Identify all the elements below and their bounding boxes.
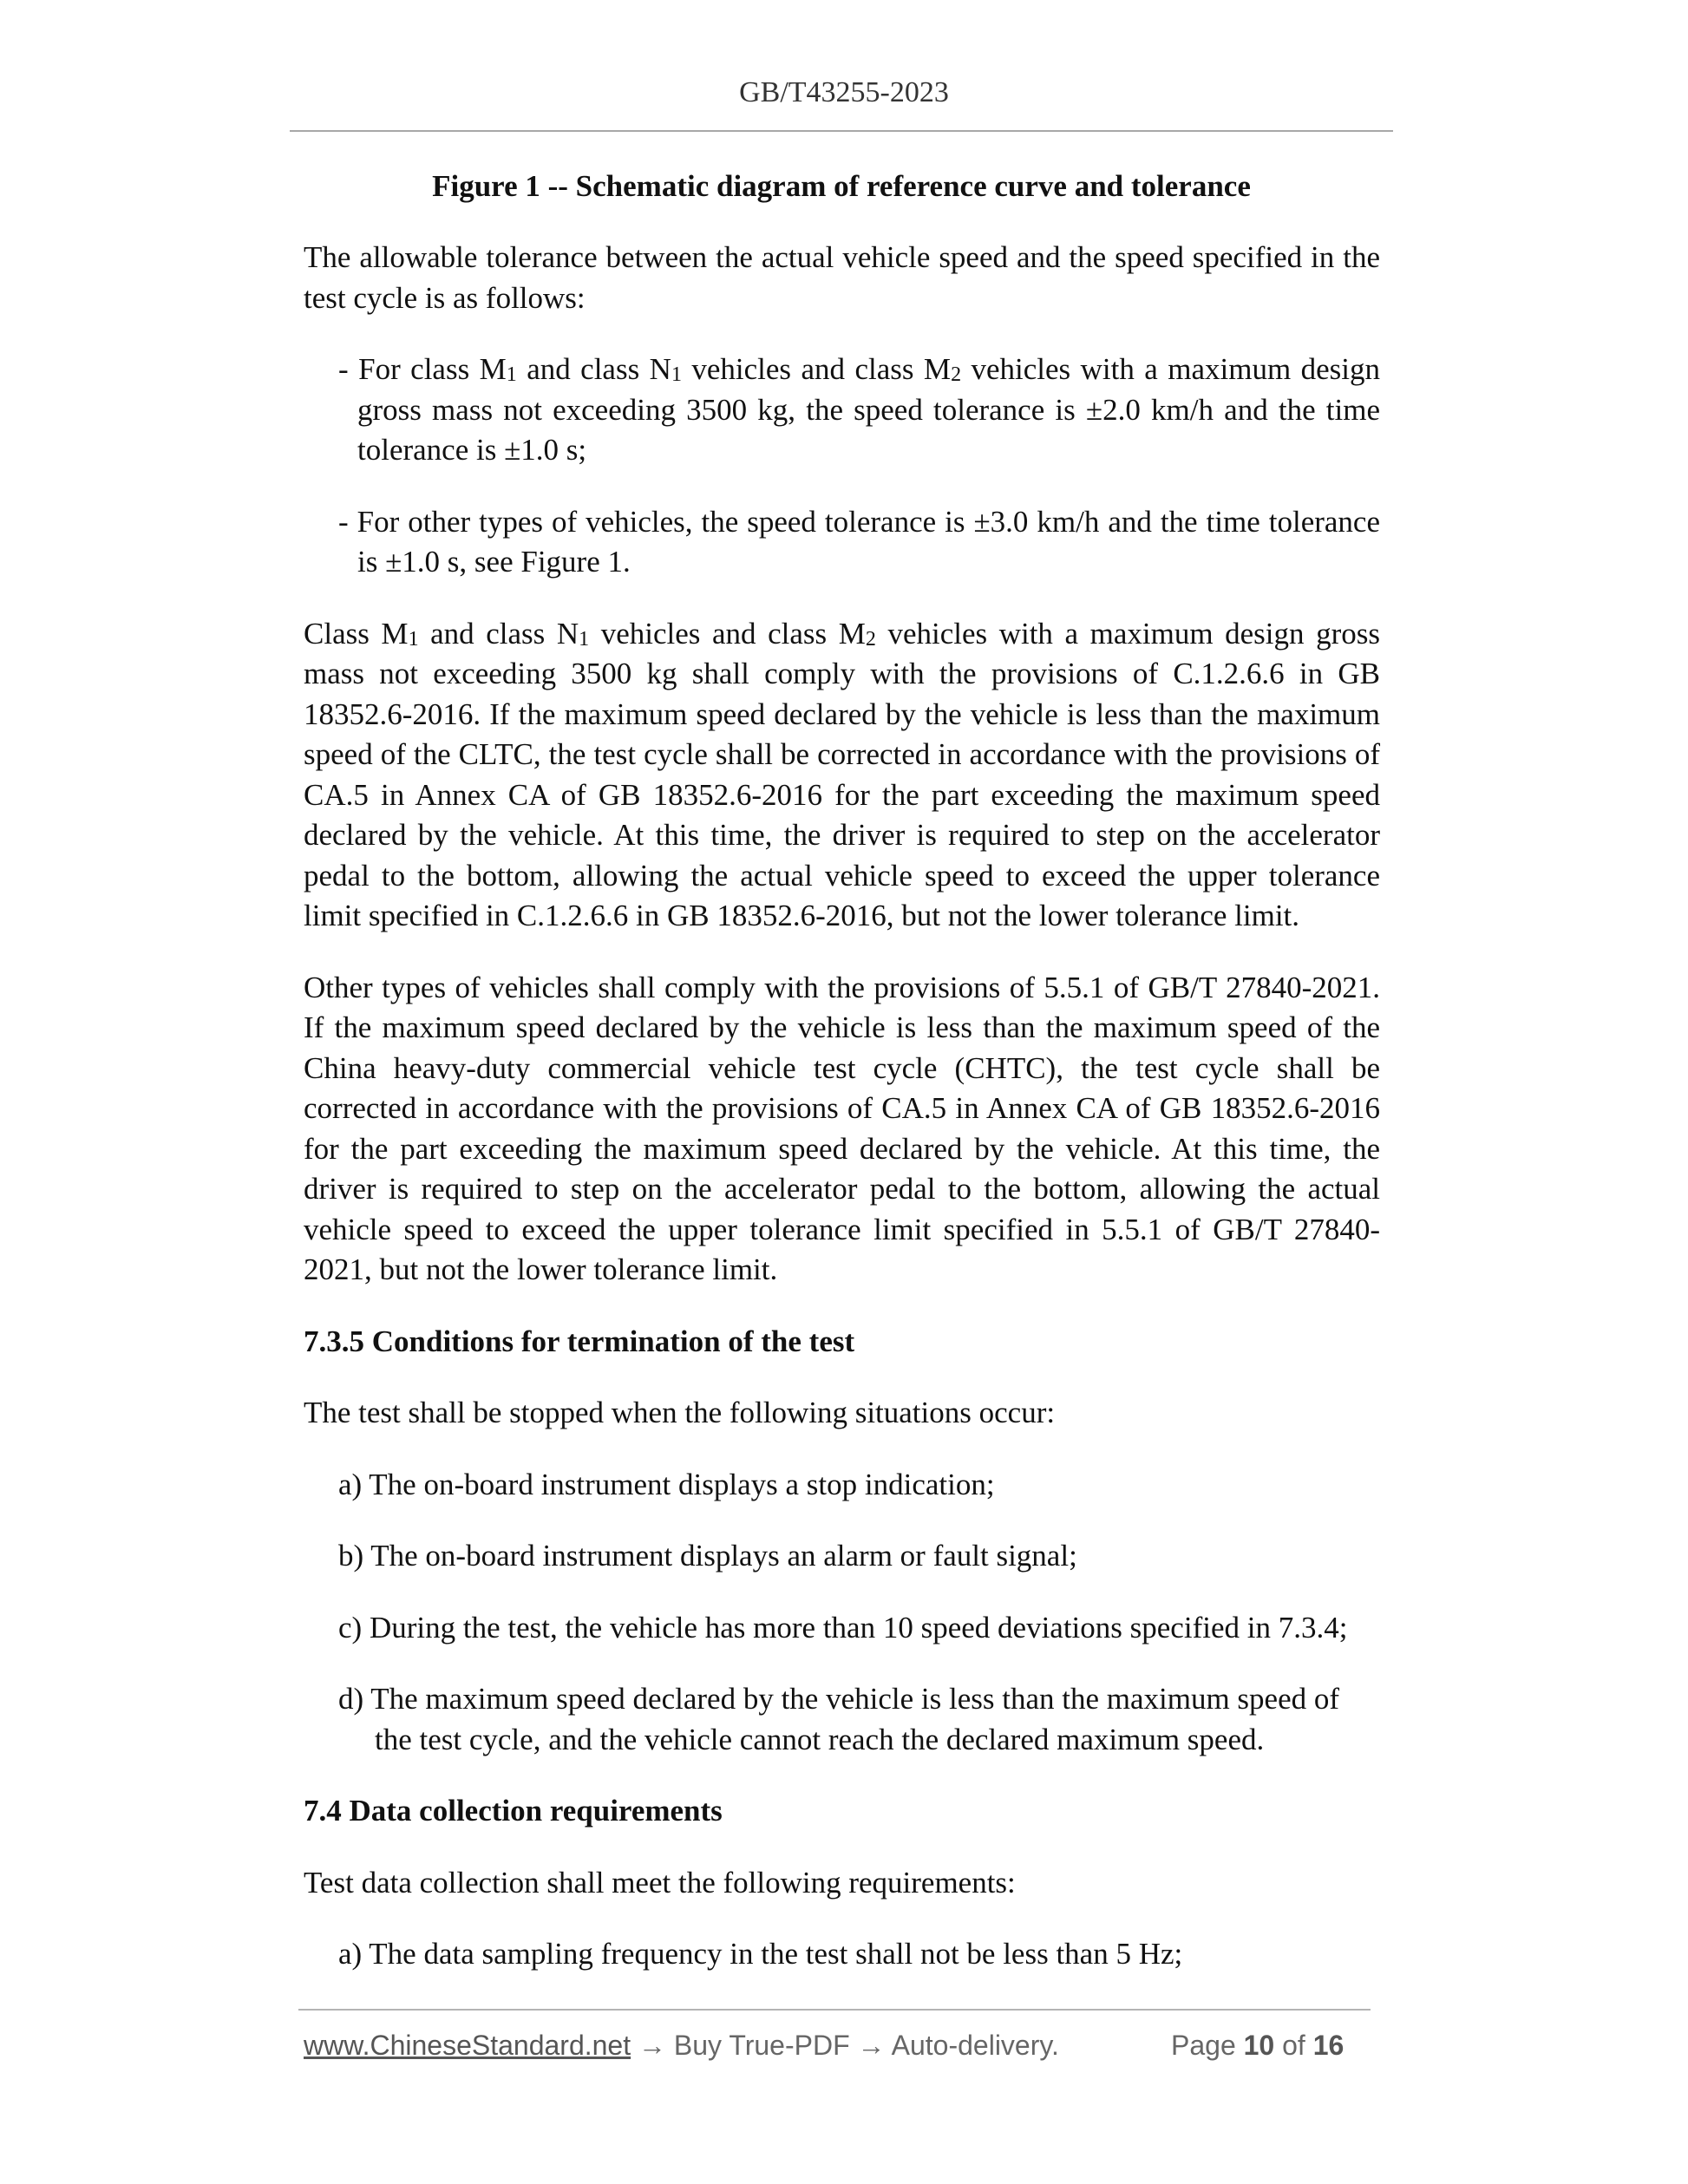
bullet-dash: -	[338, 352, 359, 386]
text-run: and class N	[418, 616, 579, 651]
other-vehicles-paragraph: Other types of vehicles shall comply with the provisions of 5.5.1 of GB/T 27840-2021. If the maximum speed declared by the vehicle is less than the maximum speed of the China heavy-duty commercial vehicle test cycle (CHTC), the test cycle shall be corrected in accordance with the provisions of CA.5 in Annex CA of GB 18352.6-2016 for the part exceeding the maximum speed declared by the vehicle. At this time, the driver is required to step on the accelerator pedal to the bottom, allowing the actual vehicle speed to exceed the upper tolerance limit specified in 5.5.1 of GB/T 27840-2021, but not the lower tolerance limit.	[304, 970, 1380, 1286]
section-7-3-5-intro: The test shall be stopped when the following situations occur:	[304, 1396, 1056, 1429]
text-run: vehicles and class M	[681, 352, 952, 386]
page-counter	[1171, 2030, 1344, 2062]
subscript: 1	[671, 363, 682, 386]
list-item: b) The on-board instrument displays an alarm or fault signal;	[338, 1539, 1077, 1573]
section-heading-7-4: 7.4 Data collection requirements	[304, 1794, 723, 1828]
page-header: GB/T43255-2023	[739, 76, 949, 108]
total-pages-number: 16	[1312, 2030, 1345, 2061]
page-label: Page	[1171, 2030, 1236, 2061]
section-heading-7-3-5: 7.3.5 Conditions for termination of the test	[304, 1324, 855, 1358]
store-link[interactable]: www.ChineseStandard.net	[304, 2030, 631, 2061]
subscript: 2	[951, 363, 962, 386]
header-divider	[290, 130, 1393, 132]
list-item: d) The maximum speed declared by the vehicle is less than the maximum speed of the test cycle, and the vehicle cannot reach the declared maximum speed.	[338, 1682, 1340, 1756]
footer-tagline: → Buy True-PDF → Auto-delivery.	[631, 2030, 1059, 2061]
of-label: of	[1282, 2030, 1305, 2061]
bullet-item-light-vehicles	[304, 350, 1380, 471]
figure-caption: Figure 1 -- Schematic diagram of reference curve and tolerance	[432, 169, 1251, 203]
bullet-item-other-vehicles: - For other types of vehicles, the speed tolerance is ±3.0 km/h and the time tolerance is ±1.0 s, see Figure 1.	[338, 504, 1380, 579]
text-run: vehicles and class M	[589, 616, 866, 651]
class-m1-n1-paragraph	[304, 614, 1380, 937]
text-run: For class M	[358, 352, 507, 386]
body-text	[304, 238, 1380, 2006]
section-7-4-intro: Test data collection shall meet the following requirements:	[304, 1865, 1016, 1900]
footer-divider	[298, 2009, 1371, 2011]
subscript: 1	[408, 627, 419, 651]
current-page-number: 10	[1243, 2030, 1275, 2061]
subscript: 1	[579, 627, 590, 651]
text-run: and class N	[516, 352, 671, 386]
tolerance-intro-paragraph: The allowable tolerance between the actual vehicle speed and the speed specified in the test cycle is as follows:	[304, 240, 1380, 315]
subscript: 2	[865, 627, 876, 651]
list-item: a) The data sampling frequency in the test shall not be less than 5 Hz;	[338, 1937, 1183, 1971]
subscript: 1	[506, 363, 517, 386]
text-run: vehicles with a maximum design gross mass not exceeding 3500 kg, the speed tolerance is ±2.0 km/h and the time tolerance is ±1.0 s;	[357, 352, 1380, 467]
list-item: c) During the test, the vehicle has more than 10 speed deviations specified in 7.3.4;	[338, 1610, 1348, 1645]
list-item: a) The on-board instrument displays a stop indication;	[338, 1467, 995, 1501]
text-run: vehicles with a maximum design gross mass not exceeding 3500 kg shall comply with the provisions of C.1.2.6.6 in GB 18352.6-2016. If the maximum speed declared by the vehicle is less than the maximum speed of the CLTC, the test cycle shall be corrected in accordance with the provisions of CA.5 in Annex CA of GB 18352.6-2016 for the part exceeding the maximum speed declared by the vehicle. At this time, the driver is required to step on the accelerator pedal to the bottom, allowing the actual vehicle speed to exceed the upper tolerance limit specified in C.1.2.6.6 in GB 18352.6-2016, but not the lower tolerance limit.	[304, 616, 1380, 932]
text-run: Class M	[304, 616, 409, 651]
page-footer	[304, 2030, 1059, 2062]
